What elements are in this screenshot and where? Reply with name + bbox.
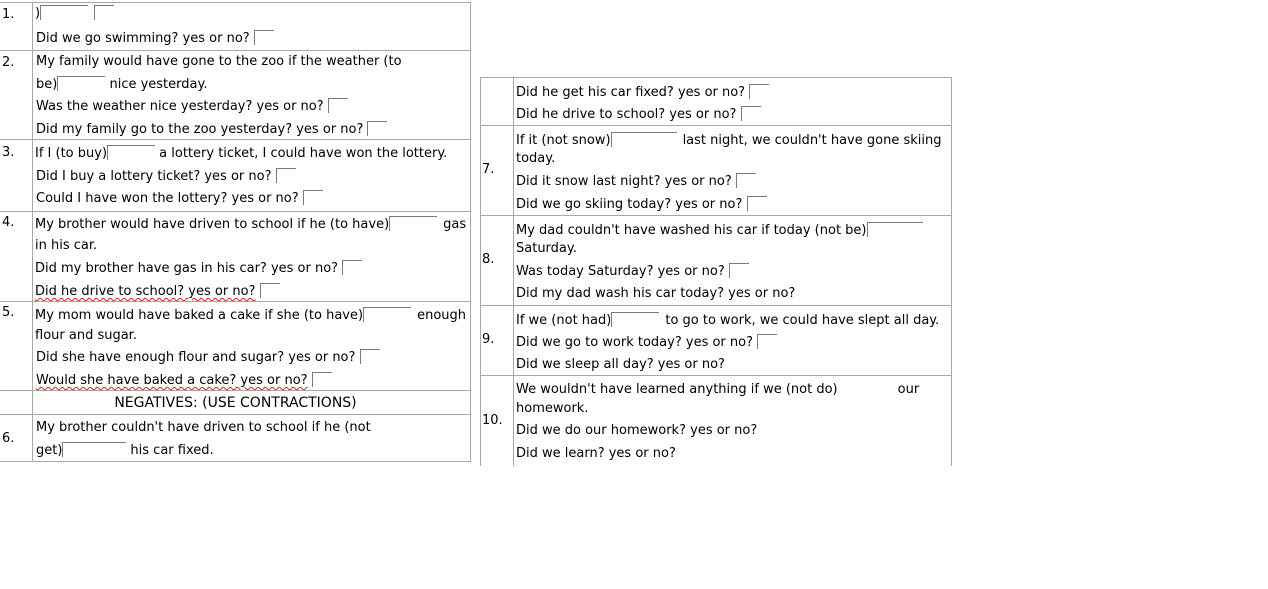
question-text: Did he drive to school? yes or no? — [35, 284, 256, 299]
question-row-6 — [0, 415, 471, 462]
yes-no-answer-input[interactable] — [328, 98, 348, 113]
question-number: 9. — [482, 332, 495, 347]
question-text: Would she have baked a cake? yes or no? — [36, 373, 308, 388]
question-text: Was today Saturday? yes or no? — [516, 264, 725, 279]
question-number: 8. — [482, 252, 495, 267]
answer-blank-input[interactable] — [389, 216, 437, 231]
text-fragment: nice yesterday. — [109, 77, 208, 92]
question-text — [516, 312, 939, 329]
yes-no-question — [36, 168, 296, 185]
answer-blank-input[interactable] — [363, 307, 411, 322]
question-text: Was the weather nice yesterday? yes or no? — [36, 99, 324, 114]
question-text: in his car. — [35, 238, 98, 253]
answer-blank-input[interactable] — [107, 145, 155, 160]
yes-no-question — [35, 260, 362, 277]
right-exercise-table — [480, 77, 952, 466]
yes-no-answer-input[interactable] — [260, 283, 280, 298]
yes-no-question — [516, 334, 777, 351]
question-text: Did we go to work today? yes or no? — [516, 335, 753, 350]
question-number: 2. — [2, 55, 15, 70]
answer-blank-input[interactable] — [57, 76, 105, 91]
answer-blank-input[interactable] — [94, 5, 114, 20]
left-exercise-table — [0, 2, 471, 462]
answer-blank-input[interactable] — [867, 222, 923, 237]
question-text: flour and sugar. — [35, 328, 137, 343]
text-fragment: gas — [443, 217, 467, 232]
question-text — [516, 132, 941, 149]
yes-no-question — [36, 349, 380, 366]
question-number: 6. — [2, 431, 15, 446]
question-text: Did I buy a lottery ticket? yes or no? — [36, 169, 272, 184]
answer-blank-input[interactable] — [40, 5, 88, 20]
yes-no-answer-input[interactable] — [360, 349, 380, 364]
text-fragment: get) — [36, 443, 63, 458]
text-fragment: My brother would have driven to school if he (to have) — [35, 217, 390, 232]
question-text: Did he get his car fixed? yes or no? — [516, 85, 746, 100]
question-number: 7. — [482, 162, 495, 177]
answer-blank-input[interactable] — [611, 312, 659, 327]
text-fragment: a lottery ticket, I could have won the lottery. — [159, 146, 448, 161]
question-text — [516, 382, 919, 398]
yes-no-question — [516, 106, 761, 123]
yes-no-question — [35, 283, 280, 300]
question-number: 10. — [482, 413, 503, 428]
section-heading: NEGATIVES: (USE CONTRACTIONS) — [114, 395, 357, 411]
question-row-7 — [480, 126, 952, 216]
question-text: Did we go swimming? yes or no? — [36, 31, 250, 46]
yes-no-question — [516, 196, 767, 213]
yes-no-question — [36, 190, 323, 207]
text-fragment: last night, we couldn't have gone skiing — [682, 133, 942, 148]
question-number: 5. — [2, 305, 15, 320]
question-text: Did my family go to the zoo yesterday? yes or no? — [36, 122, 364, 137]
question-row-2 — [0, 51, 471, 140]
question-text: My brother couldn't have driven to school if he (not — [36, 420, 371, 435]
question-row-6-continued — [480, 77, 952, 126]
text-fragment: If I (to buy) — [35, 146, 108, 161]
text-fragment: We wouldn't have learned anything if we (not do) — [516, 382, 838, 397]
yes-no-answer-input[interactable] — [342, 260, 362, 275]
question-row-4 — [0, 212, 471, 302]
text-fragment: our — [897, 382, 920, 397]
text-fragment: If it (not snow) — [516, 133, 611, 148]
yes-no-question — [516, 173, 756, 190]
question-text — [36, 442, 214, 459]
yes-no-question — [36, 98, 348, 115]
question-row-5 — [0, 302, 471, 391]
question-text: homework. — [516, 401, 589, 416]
yes-no-answer-input[interactable] — [367, 121, 387, 136]
question-text — [516, 222, 923, 239]
yes-no-question — [516, 84, 769, 101]
question-text: My family would have gone to the zoo if the weather (to — [36, 54, 402, 69]
question-row-10 — [480, 376, 952, 466]
text-fragment: be) — [36, 77, 58, 92]
yes-no-answer-input[interactable] — [729, 263, 749, 278]
yes-no-question — [36, 30, 274, 47]
text-fragment: My dad couldn't have washed his car if today (not be) — [516, 223, 867, 238]
question-text: Did he drive to school? yes or no? — [516, 107, 737, 122]
question-text — [36, 76, 207, 93]
yes-no-answer-input[interactable] — [276, 168, 296, 183]
yes-no-question: Did we do our homework? yes or no? — [516, 423, 758, 438]
question-text: Did it snow last night? yes or no? — [516, 174, 732, 189]
yes-no-answer-input[interactable] — [747, 196, 767, 211]
question-text — [35, 307, 466, 324]
text-fragment: enough — [417, 308, 466, 323]
answer-blank-input[interactable] — [611, 132, 677, 147]
question-text: Did my brother have gas in his car? yes or no? — [35, 261, 339, 276]
question-text: Did we go skiing today? yes or no? — [516, 197, 743, 212]
yes-no-question — [516, 263, 749, 280]
yes-no-question — [36, 372, 332, 389]
question-number: 4. — [2, 215, 15, 230]
yes-no-answer-input[interactable] — [741, 106, 761, 121]
text-fragment: to go to work, we could have slept all day. — [665, 313, 940, 328]
yes-no-question: Did my dad wash his car today? yes or no? — [516, 286, 796, 301]
text-fragment: If we (not had) — [516, 313, 612, 328]
yes-no-answer-input[interactable] — [749, 84, 769, 99]
question-text — [35, 216, 466, 233]
question-text: Could I have won the lottery? yes or no? — [36, 191, 299, 206]
question-text — [35, 145, 447, 162]
question-text: Saturday. — [516, 241, 577, 256]
yes-no-answer-input[interactable] — [303, 190, 323, 205]
yes-no-answer-input[interactable] — [736, 173, 756, 188]
question-row-8 — [480, 216, 952, 306]
question-text — [35, 5, 114, 22]
text-fragment: his car fixed. — [130, 443, 214, 458]
question-text: Did she have enough flour and sugar? yes or no? — [36, 350, 356, 365]
yes-no-question: Did we learn? yes or no? — [516, 446, 676, 461]
yes-no-question — [36, 121, 387, 138]
yes-no-question: Did we sleep all day? yes or no? — [516, 357, 725, 372]
question-row-9 — [480, 306, 952, 376]
text-fragment: ) — [35, 6, 41, 21]
yes-no-answer-input[interactable] — [312, 372, 332, 387]
question-row-3 — [0, 140, 471, 212]
text-fragment: My mom would have baked a cake if she (to have) — [35, 308, 364, 323]
answer-blank-input[interactable] — [62, 442, 126, 457]
question-row-1 — [0, 2, 471, 51]
question-number: 3. — [2, 145, 15, 160]
question-number: 1. — [2, 7, 15, 22]
yes-no-answer-input[interactable] — [757, 334, 777, 349]
question-text: today. — [516, 151, 556, 166]
negatives-header-row — [0, 391, 471, 415]
yes-no-answer-input[interactable] — [254, 30, 274, 45]
